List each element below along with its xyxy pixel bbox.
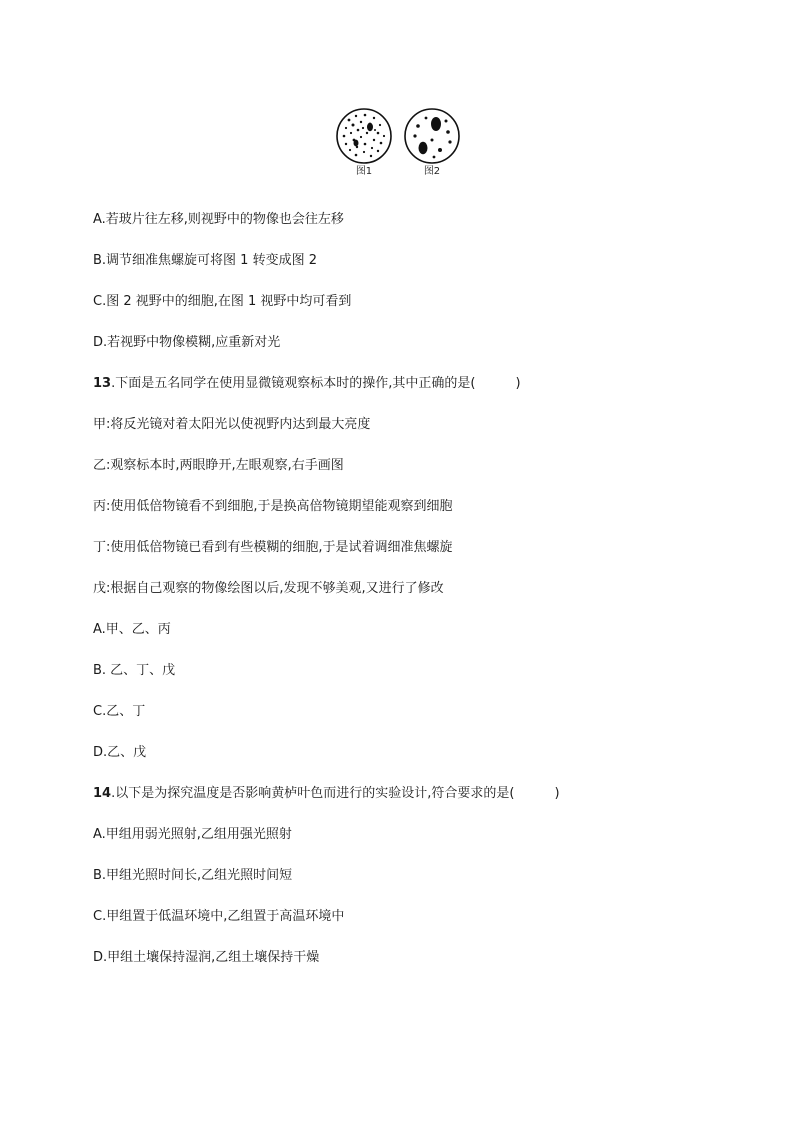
q13-stem-text: .下面是五名同学在使用显微镜观察标本时的操作,其中正确的是( bbox=[111, 376, 476, 391]
q13-stem bbox=[93, 375, 521, 393]
q14-stem bbox=[93, 785, 560, 803]
q13-stem-close: ) bbox=[515, 376, 521, 391]
q14-stem-text: .以下是为探究温度是否影响黄栌叶色而进行的实验设计,符合要求的是( bbox=[111, 786, 515, 801]
q14-stem-close: ) bbox=[554, 786, 560, 801]
q13-statement-yi: 乙:观察标本时,两眼睁开,左眼观察,右手画图 bbox=[93, 458, 344, 473]
q13-option-d: D.乙、戊 bbox=[93, 745, 147, 760]
figure-1 bbox=[334, 106, 394, 177]
q13-number: 13 bbox=[93, 376, 112, 391]
q14-option-a: A.甲组用弱光照射,乙组用强光照射 bbox=[93, 827, 292, 842]
figure-1-image bbox=[334, 106, 394, 166]
figure-2-caption: 图2 bbox=[423, 166, 441, 177]
figure-1-caption: 图1 bbox=[355, 166, 373, 177]
q13-statement-wu: 戊:根据自己观察的物像绘图以后,发现不够美观,又进行了修改 bbox=[93, 581, 444, 596]
q14-number: 14 bbox=[93, 786, 112, 801]
q13-option-b: B. 乙、丁、戊 bbox=[93, 663, 176, 678]
q12-option-b: B.调节细准焦螺旋可将图 1 转变成图 2 bbox=[93, 253, 317, 268]
q14-option-b: B.甲组光照时间长,乙组光照时间短 bbox=[93, 868, 293, 883]
q13-option-c: C.乙、丁 bbox=[93, 704, 146, 719]
q13-statement-ding: 丁:使用低倍物镜已看到有些模糊的细胞,于是试着调细准焦螺旋 bbox=[93, 540, 453, 555]
q14-option-c: C.甲组置于低温环境中,乙组置于高温环境中 bbox=[93, 909, 345, 924]
q13-statement-bing: 丙:使用低倍物镜看不到细胞,于是换高倍物镜期望能观察到细胞 bbox=[93, 499, 453, 514]
q12-option-c: C.图 2 视野中的细胞,在图 1 视野中均可看到 bbox=[93, 294, 352, 309]
microscope-figures bbox=[334, 106, 464, 186]
q12-option-a: A.若玻片往左移,则视野中的物像也会往左移 bbox=[93, 212, 344, 227]
figure-2 bbox=[402, 106, 462, 177]
q14-option-d: D.甲组土壤保持湿润,乙组土壤保持干燥 bbox=[93, 950, 320, 965]
q12-option-d: D.若视野中物像模糊,应重新对光 bbox=[93, 335, 281, 350]
q13-statement-jia: 甲:将反光镜对着太阳光以使视野内达到最大亮度 bbox=[93, 417, 371, 432]
figure-2-image bbox=[402, 106, 462, 166]
q13-option-a: A.甲、乙、丙 bbox=[93, 622, 171, 637]
